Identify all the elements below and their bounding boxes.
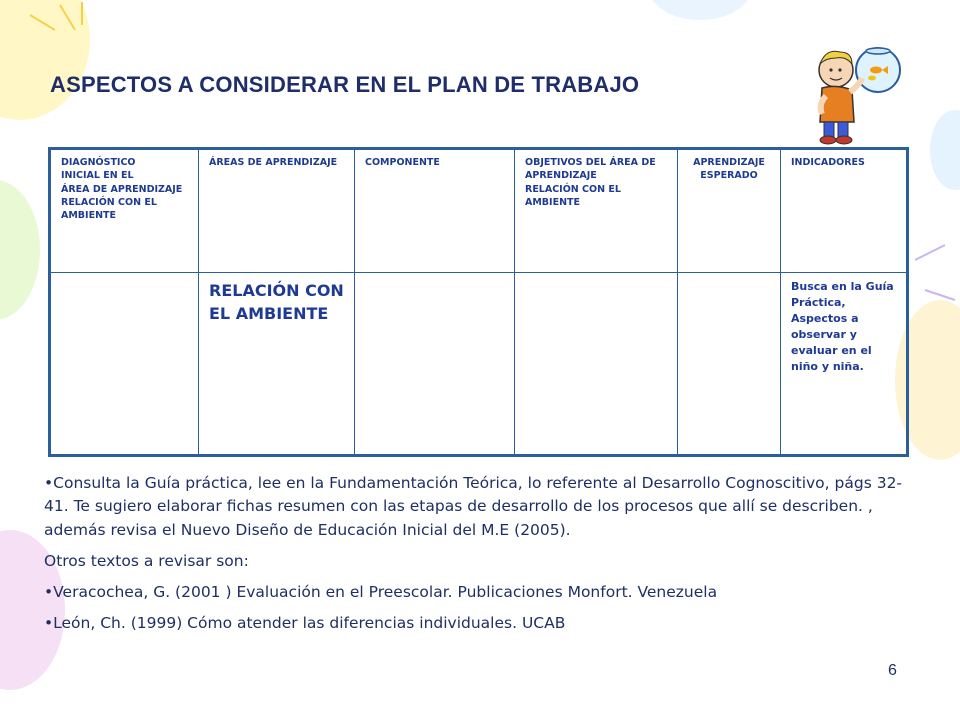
header-line: INDICADORES (791, 157, 865, 168)
boy-with-fishbowl-illustration (806, 38, 906, 146)
header-line: DIAGNÓSTICO (61, 157, 136, 168)
page-number: 6 (888, 662, 897, 679)
header-componente (355, 149, 515, 273)
table-header-row (50, 149, 908, 273)
table-row (50, 273, 908, 456)
cell-indicadores: Busca en la Guía Práctica, Aspectos a observar y evaluar en el niño y niña. (781, 273, 908, 456)
page-title: ASPECTOS A CONSIDERAR EN EL PLAN DE TRABAJO (50, 72, 640, 97)
header-line: ÁREA DE APRENDIZAJE (61, 183, 183, 195)
header-line: RELACIÓN CON EL AMBIENTE (61, 196, 157, 222)
cell-objetivos (515, 273, 678, 456)
paragraph: Otros textos a revisar son: (44, 551, 249, 570)
header-diagnostico (50, 149, 199, 273)
header-aprendizaje-esperado (678, 149, 781, 273)
header-line: RELACIÓN CON EL AMBIENTE (525, 183, 621, 208)
header-areas (199, 149, 355, 273)
header-indicadores (781, 149, 908, 273)
cell-diagnostico (50, 273, 199, 456)
header-objetivos (515, 149, 678, 273)
body-text (44, 472, 904, 644)
paragraph: •Veracochea, G. (2001 ) Evaluación en el Preescolar. Publicaciones Monfort. Venezuela (44, 583, 718, 601)
cell-area: RELACIÓN CON EL AMBIENTE (199, 273, 355, 456)
header-line: APRENDIZAJE ESPERADO (693, 157, 765, 182)
paragraph: •León, Ch. (1999) Cómo atender las diferencias individuales. UCAB (44, 614, 566, 633)
work-plan-table (48, 147, 909, 457)
paragraph: •Consulta la Guía práctica, lee en la Fundamentación Teórica, lo referente al Desarrollo Cognoscitivo, págs 32-41. Te sugiero elaborar fichas resumen con las etapas de desarrollo de los procesos que allí se describen. , además revisa el Nuevo Diseño de Educación Inicial del M.E (2005). (44, 474, 903, 539)
header-line: INICIAL EN EL (61, 170, 134, 182)
header-line: COMPONENTE (365, 157, 440, 168)
cell-aprendizaje (678, 273, 781, 456)
header-line: ÁREAS DE APRENDIZAJE (209, 157, 338, 168)
cell-componente (355, 273, 515, 456)
header-line: OBJETIVOS DEL ÁREA DE APRENDIZAJE (525, 157, 656, 182)
